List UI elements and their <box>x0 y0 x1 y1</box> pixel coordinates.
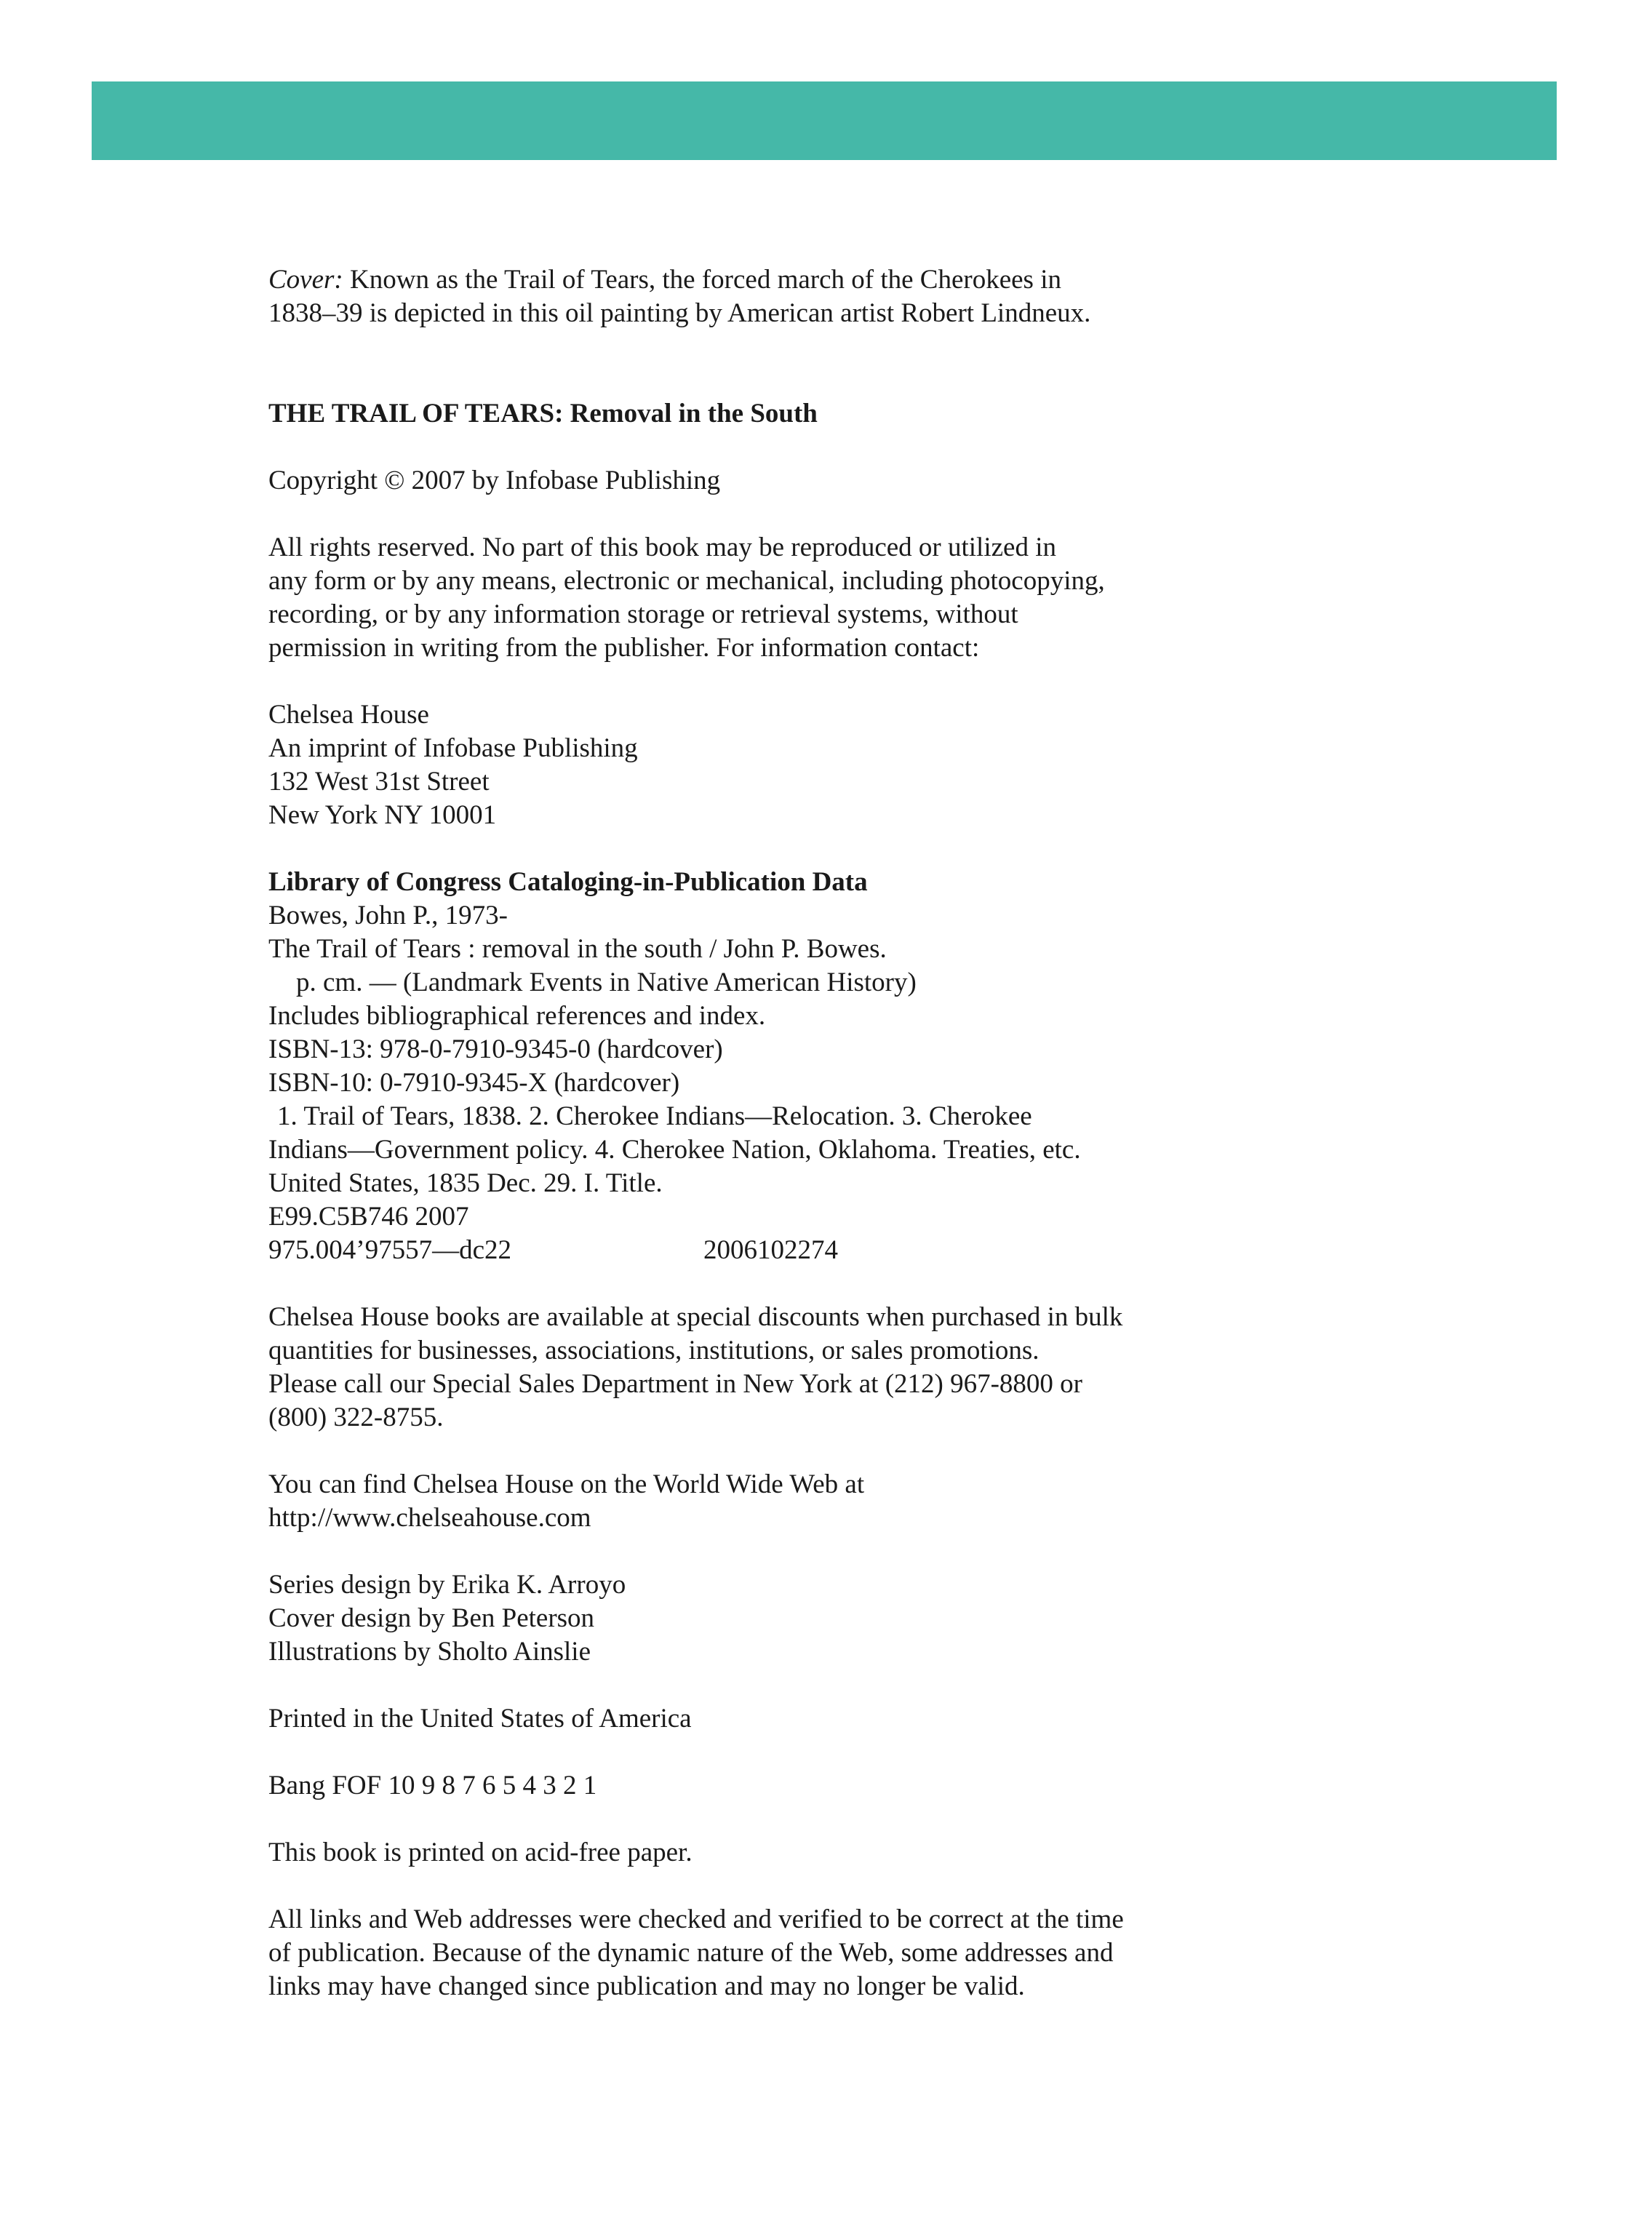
rights-line: permission in writing from the publisher. For information contact: <box>268 633 980 663</box>
cip-isbn10: ISBN-10: 0-7910-9345-X (hardcover) <box>268 1068 680 1098</box>
cip-data <box>268 866 1287 1267</box>
rights-line: recording, or by any information storage or retrieval systems, without <box>268 599 1018 629</box>
printing-line: Bang FOF 10 9 8 7 6 5 4 3 2 1 <box>268 1771 597 1800</box>
publisher-city: New York NY 10001 <box>268 800 497 830</box>
links-disclaimer-line: All links and Web addresses were checked and verified to be correct at the time <box>268 1904 1124 1934</box>
publisher-address <box>268 698 1287 832</box>
special-sales-line: Please call our Special Sales Department in New York at (212) 967-8800 or <box>268 1369 1082 1399</box>
rights-line: All rights reserved. No part of this book may be reproduced or utilized in <box>268 532 1056 562</box>
printed-in: Printed in the United States of America <box>268 1704 692 1734</box>
special-sales-line: (800) 322-8755. <box>268 1403 444 1432</box>
rights-line: any form or by any means, electronic or mechanical, including photocopying, <box>268 566 1105 596</box>
publisher-name: Chelsea House <box>268 700 429 730</box>
design-credits <box>268 1568 1287 1669</box>
header-color-band <box>92 81 1557 160</box>
cip-heading: Library of Congress Cataloging-in-Publication Data <box>268 867 868 897</box>
cover-note <box>268 263 1287 330</box>
links-disclaimer <box>268 1903 1287 2003</box>
cover-design-credit: Cover design by Ben Peterson <box>268 1603 595 1633</box>
cover-note-line-2: 1838–39 is depicted in this oil painting by American artist Robert Lindneux. <box>268 298 1091 328</box>
web-note-line: You can find Chelsea House on the World Wide Web at <box>268 1469 865 1499</box>
illustrations-credit: Illustrations by Sholto Ainslie <box>268 1637 591 1667</box>
cip-lccn: 2006102274 <box>703 1235 838 1265</box>
special-sales-line: Chelsea House books are available at special discounts when purchased in bulk <box>268 1302 1123 1332</box>
paper-note: This book is printed on acid-free paper. <box>268 1838 693 1867</box>
cip-lc-call-number: E99.C5B746 2007 <box>268 1202 469 1232</box>
cip-subject-line: Indians—Government policy. 4. Cherokee Nation, Oklahoma. Treaties, etc. <box>268 1135 1081 1165</box>
cip-notes: Includes bibliographical references and index. <box>268 1001 766 1031</box>
cover-note-line-1: Known as the Trail of Tears, the forced march of the Cherokees in <box>343 265 1061 295</box>
links-disclaimer-line: of publication. Because of the dynamic nature of the Web, some addresses and <box>268 1938 1114 1968</box>
cover-note-label: Cover: <box>268 265 343 295</box>
cip-isbn13: ISBN-13: 978-0-7910-9345-0 (hardcover) <box>268 1034 723 1064</box>
publisher-imprint: An imprint of Infobase Publishing <box>268 733 638 763</box>
cip-dewey: 975.004’97557—dc22 <box>268 1235 511 1265</box>
book-title: THE TRAIL OF TEARS: Removal in the South <box>268 399 818 428</box>
web-note <box>268 1468 1287 1535</box>
series-design-credit: Series design by Erika K. Arroyo <box>268 1570 626 1600</box>
website-url: http://www.chelseahouse.com <box>268 1503 591 1533</box>
cip-title: The Trail of Tears : removal in the south / John P. Bowes. <box>268 934 887 964</box>
rights-statement <box>268 531 1287 665</box>
cip-author: Bowes, John P., 1973- <box>268 901 508 930</box>
cip-subject-line: United States, 1835 Dec. 29. I. Title. <box>268 1168 663 1198</box>
publisher-street: 132 West 31st Street <box>268 767 490 797</box>
cip-classification-row <box>268 1234 1287 1267</box>
copyright-line: Copyright © 2007 by Infobase Publishing <box>268 466 721 495</box>
cip-series: p. cm. — (Landmark Events in Native American History) <box>296 968 917 997</box>
cip-subject-line: 1. Trail of Tears, 1838. 2. Cherokee Indians—Relocation. 3. Cherokee <box>277 1101 1032 1131</box>
special-sales-line: quantities for businesses, associations, institutions, or sales promotions. <box>268 1336 1040 1365</box>
special-sales-note <box>268 1301 1287 1435</box>
links-disclaimer-line: links may have changed since publication and may no longer be valid. <box>268 1971 1025 2001</box>
copyright-page-content <box>268 263 1287 2003</box>
